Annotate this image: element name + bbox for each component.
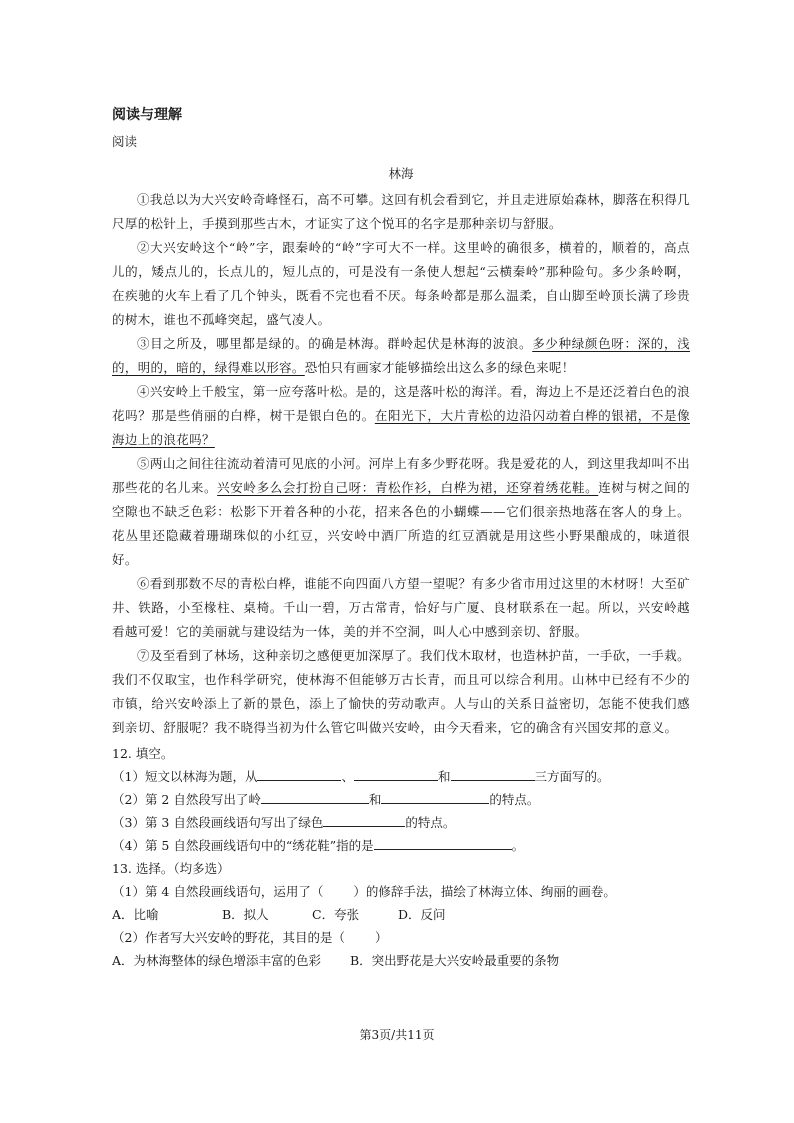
option-a[interactable]: A．比喻 (112, 907, 159, 922)
q12-4-text: （4）第 5 自然段画线语句中的“绣花鞋”指的是 (112, 838, 374, 853)
question-12-item-3 (112, 811, 690, 834)
q12-2-and: 和 (368, 792, 382, 807)
paragraph-5-text: ⑤两山之间往往流动着清可见底的小河。河岸上有多少野花呀。我是爱花的人，到这里我却叫不出那些花的名儿来。 (112, 456, 690, 495)
question-12-item-1 (112, 765, 690, 788)
answer-blank[interactable] (381, 789, 489, 804)
paragraph-3-underlined: 多少种绿颜色呀：深的，浅的，明的，暗的，绿得难以形容。 (112, 336, 690, 375)
paragraph-3 (112, 332, 690, 380)
answer-blank[interactable] (257, 766, 341, 781)
paragraph-4-underlined: 在阳光下，大片青松的边沿闪动着白桦的银裙，不是像海边上的浪花吗？ (112, 408, 690, 447)
paragraph-5-underlined: 兴安岭多么会打扮自己呀：青松作衫，白桦为裙，还穿着绣花鞋。 (217, 480, 599, 495)
paragraph-1: ①我总以为大兴安岭奇峰怪石，高不可攀。这回有机会看到它，并且走进原始森林，脚落在积得几尺厚的松针上，手摸到那些古木，才证实了这个悦耳的名字是那种亲切与舒服。 (112, 192, 690, 231)
question-12-title: 12. 填空。 (112, 746, 174, 761)
paragraph-3-text: ③目之所及，哪里都是绿的。的确是林海。群岭起伏是林海的波浪。 (137, 336, 533, 351)
q12-2-end: 的特点。 (489, 792, 540, 807)
page-content (112, 104, 690, 972)
paragraph-7: ⑦及至看到了林场，这种亲切之感便更加深厚了。我们伐木取材，也造林护苗，一手砍，一手栽。我们不仅取宝，也作科学研究，使林海不但能够万古长青，而且可以综合利用。山林中已经有不少的市镇，给兴安岭添上了新的景色，添上了愉快的劳动歌声。人与山的关系日益密切，怎能不使我们感到亲切、舒服呢？我不晓得当初为什么管它叫做兴安岭，由今天看来，它的确含有兴国安邦的意义。 (112, 648, 690, 735)
question-12-item-2 (112, 788, 690, 811)
option-d[interactable]: D．反问 (398, 907, 446, 922)
option-c[interactable]: C．夸张 (312, 907, 360, 922)
q12-1-end: 三方面写的。 (534, 769, 610, 784)
option-a[interactable]: A．为林海整体的绿色增添丰富的色彩 (112, 953, 322, 968)
question-13-title: 13. 选择。（均多选） (112, 861, 230, 876)
answer-blank[interactable] (374, 835, 512, 850)
question-12-item-4 (112, 834, 690, 857)
q12-1-sep: 、 (341, 769, 354, 784)
q12-3-text: （3）第 3 自然段画线语句写出了绿色 (112, 815, 324, 830)
section-title: 阅读与理解 (112, 107, 182, 123)
q12-1-and: 和 (437, 769, 451, 784)
answer-blank[interactable] (261, 789, 369, 804)
q13-2-text: （2）作者写大兴安岭的野花，其目的是（ (112, 930, 345, 945)
question-13-item-1 (112, 880, 690, 903)
q12-1-text: （1）短文以林海为题，从 (112, 769, 258, 784)
paragraph-2: ②大兴安岭这个“岭”字，跟秦岭的“岭”字可大不一样。这里岭的确很多，横着的，顺着的，高点儿的，矮点儿的，长点儿的，短儿点的，可是没有一条使人想起“云横秦岭”那种险句。多少条岭啊，在疾驰的火车上看了几个钟头，既看不完也看不厌。每条岭都是那么温柔，自山脚至岭顶长满了珍贵的树木，谁也不孤峰突起，盛气凌人。 (112, 240, 690, 327)
question-13-item-1-options (112, 903, 690, 926)
q13-1-end: ）的修辞手法，描绘了林海立体、绚丽的画卷。 (353, 884, 616, 899)
answer-blank[interactable] (451, 766, 535, 781)
question-13-item-2 (112, 926, 690, 949)
q13-1-text: （1）第 4 自然段画线语句，运用了（ (112, 884, 324, 899)
q12-2-text: （2）第 2 自然段写出了岭 (112, 792, 261, 807)
article-title: 林海 (388, 166, 414, 181)
paragraph-6: ⑥看到那数不尽的青松白桦，谁能不向四面八方望一望呢？有多少省市用过这里的木材呀！大至矿井、铁路，小至椽柱、桌椅。千山一碧，万古常青，恰好与广厦、良材联系在一起。所以，兴安岭越看越可爱！它的美丽就与建设结为一体，美的并不空洞，叫人心中感到亲切、舒服。 (112, 576, 690, 639)
page-footer: 第3页/共11页 (359, 1028, 435, 1042)
option-b[interactable]: B．突出野花是大兴安岭最重要的条物 (350, 953, 560, 968)
section-subtitle: 阅读 (112, 134, 138, 149)
question-13-item-2-options (112, 949, 690, 972)
q12-4-end: 。 (511, 838, 525, 853)
q13-2-end: ） (374, 930, 388, 945)
option-b[interactable]: B．拟人 (222, 907, 269, 922)
answer-blank[interactable] (354, 766, 438, 781)
answer-blank[interactable] (323, 812, 405, 827)
paragraph-4-text: ④兴安岭上千般宝，第一应夸落叶松。是的，这是落叶松的海洋。看，海边上不是还泛着白色的浪花吗？那是些俏丽的白桦，树干是银白色的。 (112, 384, 690, 423)
paragraph-5-text-end: 连树与树之间的空隙也不缺乏色彩：松影下开着各种的小花，招来各色的小蝴蝶——它们很亲热地落在客人的身上。花丛里还隐藏着珊瑚珠似的小红豆，兴安岭中酒厂所造的红豆酒就是用这些小野果酿成的，味道很好。 (112, 480, 690, 567)
paragraph-3-text-end: 恐怕只有画家才能够描绘出这么多的绿色来呢！ (304, 360, 575, 375)
paragraph-4 (112, 380, 690, 452)
q12-3-end: 的特点。 (405, 815, 456, 830)
paragraph-5 (112, 452, 690, 572)
